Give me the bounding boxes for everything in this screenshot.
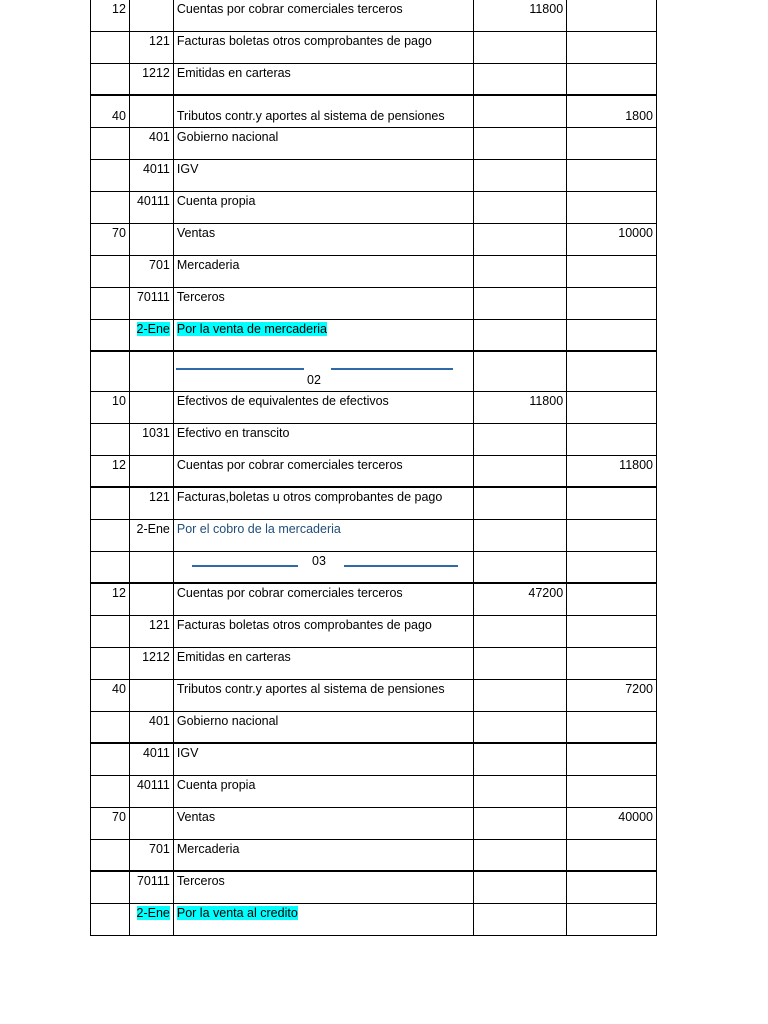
description-text: Facturas boletas otros comprobantes de pago [176, 34, 432, 48]
subaccount-text: 121 [149, 490, 170, 504]
credit-text: 1800 [625, 109, 654, 123]
debit-text: 11800 [529, 2, 564, 16]
description-text: Por la venta al credito [176, 906, 298, 920]
subaccount-text: 401 [149, 714, 170, 728]
description-cell [174, 352, 474, 392]
account-cell [91, 488, 130, 520]
credit-cell [567, 712, 657, 744]
subaccount-cell [130, 872, 174, 904]
description-cell [174, 32, 474, 64]
subaccount-cell [130, 488, 174, 520]
credit-cell [567, 128, 657, 160]
credit-cell [567, 616, 657, 648]
description-text: Terceros [176, 874, 225, 888]
credit-cell [567, 392, 657, 424]
subaccount-cell [130, 744, 174, 776]
table-row [90, 712, 657, 744]
table-row [90, 192, 657, 224]
subaccount-text: 40111 [136, 778, 170, 792]
description-text: Tributos contr.y aportes al sistema de pensiones [176, 109, 445, 123]
description-text: Gobierno nacional [176, 714, 279, 728]
account-cell [91, 840, 130, 872]
subaccount-cell [130, 616, 174, 648]
subaccount-text: 1212 [142, 650, 170, 664]
description-cell [174, 192, 474, 224]
table-row [90, 680, 657, 712]
subaccount-cell [130, 192, 174, 224]
description-cell [174, 288, 474, 320]
credit-cell [567, 320, 657, 352]
account-cell [91, 256, 130, 288]
subaccount-text: 40111 [136, 194, 170, 208]
debit-cell [474, 456, 567, 488]
account-cell [91, 192, 130, 224]
separator-row [90, 552, 657, 584]
account-cell [91, 96, 130, 128]
description-text: Efectivo en transcito [176, 426, 290, 440]
description-cell [174, 584, 474, 616]
account-cell [91, 520, 130, 552]
description-cell [174, 160, 474, 192]
account-cell [91, 160, 130, 192]
credit-text: 7200 [625, 682, 654, 696]
account-text: 70 [112, 226, 126, 240]
description-text: Por el cobro de la mercaderia [176, 522, 341, 536]
account-text: 40 [112, 682, 126, 696]
account-text: 12 [112, 458, 126, 472]
subaccount-cell [130, 0, 174, 32]
subaccount-cell [130, 808, 174, 840]
subaccount-text: 701 [149, 842, 170, 856]
description-cell [174, 904, 474, 936]
table-row [90, 872, 657, 904]
account-cell [91, 648, 130, 680]
credit-cell [567, 584, 657, 616]
account-cell [91, 128, 130, 160]
credit-cell [567, 224, 657, 256]
subaccount-text: 70111 [136, 290, 170, 304]
subaccount-text: 121 [149, 618, 170, 632]
table-row [90, 584, 657, 616]
subaccount-text: 4011 [142, 746, 170, 760]
account-cell [91, 712, 130, 744]
credit-cell [567, 776, 657, 808]
account-cell [91, 552, 130, 584]
separator-row [90, 352, 657, 392]
description-cell [174, 520, 474, 552]
description-cell [174, 712, 474, 744]
table-row [90, 96, 657, 128]
ledger-table [90, 0, 657, 936]
table-row [90, 256, 657, 288]
description-text: Por la venta de mercaderia [176, 322, 327, 336]
subaccount-cell [130, 320, 174, 352]
account-cell [91, 224, 130, 256]
account-cell [91, 616, 130, 648]
credit-cell [567, 744, 657, 776]
table-row [90, 128, 657, 160]
description-text: Mercaderia [176, 842, 240, 856]
description-cell [174, 424, 474, 456]
credit-cell [567, 352, 657, 392]
debit-cell [474, 392, 567, 424]
description-cell [174, 64, 474, 96]
description-cell [174, 808, 474, 840]
description-cell [174, 224, 474, 256]
table-row [90, 808, 657, 840]
debit-text: 47200 [528, 586, 564, 600]
description-cell [174, 744, 474, 776]
subaccount-cell [130, 32, 174, 64]
debit-cell [474, 584, 567, 616]
description-text: Efectivos de equivalentes de efectivos [176, 394, 389, 408]
credit-cell [567, 488, 657, 520]
description-text: Cuentas por cobrar comerciales terceros [176, 2, 403, 16]
subaccount-text: 70111 [136, 874, 170, 888]
separator-line [192, 565, 298, 567]
account-cell [91, 392, 130, 424]
credit-cell [567, 648, 657, 680]
account-cell [91, 32, 130, 64]
table-row [90, 424, 657, 456]
credit-cell [567, 456, 657, 488]
separator-line [344, 565, 458, 567]
debit-cell [474, 744, 567, 776]
account-cell [91, 288, 130, 320]
subaccount-text: 2-Ene [136, 522, 170, 536]
subaccount-cell [130, 160, 174, 192]
debit-cell [474, 224, 567, 256]
debit-cell [474, 192, 567, 224]
table-row [90, 520, 657, 552]
debit-cell [474, 680, 567, 712]
credit-cell [567, 840, 657, 872]
table-row [90, 840, 657, 872]
subaccount-text: 1212 [142, 66, 170, 80]
subaccount-text: 121 [149, 34, 170, 48]
credit-cell [567, 424, 657, 456]
credit-cell [567, 160, 657, 192]
description-text: Terceros [176, 290, 225, 304]
description-text: Emitidas en carteras [176, 650, 291, 664]
description-text: Emitidas en carteras [176, 66, 291, 80]
table-row [90, 32, 657, 64]
description-text: Cuentas por cobrar comerciales terceros [176, 586, 403, 600]
credit-cell [567, 872, 657, 904]
subaccount-text: 401 [149, 130, 170, 144]
description-cell [174, 256, 474, 288]
account-text: 70 [112, 810, 126, 824]
account-cell [91, 352, 130, 392]
account-cell [91, 808, 130, 840]
debit-cell [474, 64, 567, 96]
subaccount-text: 4011 [142, 162, 170, 176]
debit-cell [474, 160, 567, 192]
debit-cell [474, 712, 567, 744]
table-row [90, 488, 657, 520]
description-cell [174, 680, 474, 712]
description-text: Ventas [176, 810, 216, 824]
account-cell [91, 64, 130, 96]
subaccount-cell [130, 96, 174, 128]
debit-cell [474, 488, 567, 520]
account-cell [91, 456, 130, 488]
description-cell [174, 648, 474, 680]
debit-cell [474, 288, 567, 320]
debit-cell [474, 256, 567, 288]
subaccount-cell [130, 776, 174, 808]
credit-cell [567, 0, 657, 32]
credit-cell [567, 96, 657, 128]
debit-cell [474, 840, 567, 872]
description-text: Cuentas por cobrar comerciales terceros [176, 458, 403, 472]
account-cell [91, 904, 130, 936]
table-row [90, 392, 657, 424]
subaccount-cell [130, 904, 174, 936]
credit-text: 10000 [618, 226, 654, 240]
debit-cell [474, 776, 567, 808]
debit-cell [474, 320, 567, 352]
table-row [90, 744, 657, 776]
subaccount-text: 1031 [142, 426, 170, 440]
description-text: Ventas [176, 226, 216, 240]
subaccount-cell [130, 552, 174, 584]
account-cell [91, 680, 130, 712]
credit-cell [567, 288, 657, 320]
entry-number: 03 [312, 554, 326, 568]
subaccount-cell [130, 648, 174, 680]
debit-cell [474, 648, 567, 680]
table-row [90, 64, 657, 96]
table-row [90, 616, 657, 648]
table-row [90, 160, 657, 192]
entry-number: 02 [307, 373, 321, 387]
subaccount-cell [130, 392, 174, 424]
subaccount-cell [130, 584, 174, 616]
debit-cell [474, 0, 567, 32]
description-cell [174, 840, 474, 872]
subaccount-text: 2-Ene [136, 906, 170, 920]
description-cell [174, 392, 474, 424]
table-row [90, 456, 657, 488]
subaccount-cell [130, 424, 174, 456]
description-cell [174, 456, 474, 488]
description-text: IGV [176, 162, 199, 176]
account-text: 10 [112, 394, 126, 408]
description-cell [174, 96, 474, 128]
account-text: 12 [112, 2, 126, 16]
credit-cell [567, 552, 657, 584]
debit-cell [474, 808, 567, 840]
subaccount-cell [130, 224, 174, 256]
debit-cell [474, 904, 567, 936]
debit-cell [474, 96, 567, 128]
credit-cell [567, 680, 657, 712]
table-row [90, 648, 657, 680]
account-text: 12 [112, 586, 126, 600]
description-text: Gobierno nacional [176, 130, 279, 144]
description-text: Tributos contr.y aportes al sistema de pensiones [176, 682, 445, 696]
subaccount-cell [130, 256, 174, 288]
description-cell [174, 320, 474, 352]
credit-cell [567, 64, 657, 96]
credit-cell [567, 520, 657, 552]
account-cell [91, 776, 130, 808]
description-cell [174, 872, 474, 904]
table-row [90, 320, 657, 352]
subaccount-text: 701 [149, 258, 170, 272]
subaccount-cell [130, 680, 174, 712]
description-cell [174, 776, 474, 808]
description-cell [174, 616, 474, 648]
account-cell [91, 0, 130, 32]
credit-text: 40000 [618, 810, 654, 824]
debit-text: 11800 [529, 394, 564, 408]
subaccount-cell [130, 840, 174, 872]
account-cell [91, 872, 130, 904]
description-cell [174, 488, 474, 520]
description-text: Mercaderia [176, 258, 240, 272]
subaccount-cell [130, 456, 174, 488]
subaccount-cell [130, 352, 174, 392]
description-cell [174, 128, 474, 160]
debit-cell [474, 616, 567, 648]
separator-line [331, 368, 453, 370]
table-row [90, 904, 657, 936]
debit-cell [474, 552, 567, 584]
table-row [90, 0, 657, 32]
account-cell [91, 320, 130, 352]
debit-cell [474, 424, 567, 456]
debit-cell [474, 872, 567, 904]
subaccount-cell [130, 520, 174, 552]
credit-cell [567, 32, 657, 64]
account-cell [91, 424, 130, 456]
account-text: 40 [112, 109, 126, 123]
table-row [90, 288, 657, 320]
description-text: Facturas boletas otros comprobantes de pago [176, 618, 432, 632]
credit-text: 11800 [619, 458, 654, 472]
description-text: IGV [176, 746, 199, 760]
table-row [90, 776, 657, 808]
subaccount-cell [130, 64, 174, 96]
debit-cell [474, 352, 567, 392]
table-row [90, 224, 657, 256]
subaccount-text: 2-Ene [136, 322, 170, 336]
debit-cell [474, 32, 567, 64]
account-cell [91, 744, 130, 776]
description-cell [174, 0, 474, 32]
credit-cell [567, 904, 657, 936]
subaccount-cell [130, 712, 174, 744]
description-text: Facturas,boletas u otros comprobantes de pago [176, 490, 443, 504]
description-text: Cuenta propia [176, 778, 256, 792]
debit-cell [474, 128, 567, 160]
description-text: Cuenta propia [176, 194, 256, 208]
debit-cell [474, 520, 567, 552]
subaccount-cell [130, 288, 174, 320]
subaccount-cell [130, 128, 174, 160]
separator-line [176, 368, 304, 370]
account-cell [91, 584, 130, 616]
credit-cell [567, 256, 657, 288]
credit-cell [567, 808, 657, 840]
credit-cell [567, 192, 657, 224]
